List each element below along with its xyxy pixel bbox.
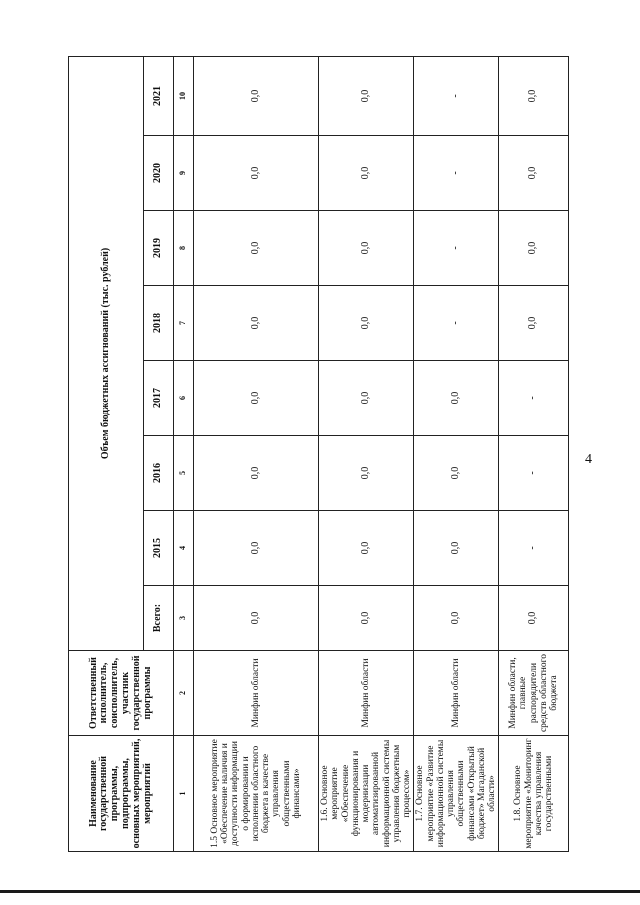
column-number: 1	[174, 736, 194, 852]
row-value: -	[499, 511, 569, 586]
header-executor: Ответственный исполнитель, соисполнитель, участник государственной программы	[69, 651, 174, 736]
row-name: 1.6. Основное мероприятие «Обеспечение функционирования и модернизации автоматизированной информационной системы управления бюджетным процессом»	[319, 736, 414, 852]
row-executor: Минфин области	[194, 651, 319, 736]
budget-allocation-table	[68, 56, 569, 852]
header-year: 2016	[144, 436, 174, 511]
row-executor: Минфин области	[414, 651, 499, 736]
column-number: 9	[174, 136, 194, 211]
header-volume: Объем бюджетных ассигнований (тыс. рублей)	[69, 56, 144, 650]
row-value: -	[499, 436, 569, 511]
table-row	[319, 56, 414, 851]
row-name: 1.5 Основное мероприятие «Обеспечение наличия и доступности информации о формировании и исполнении областного бюджета в качестве управления общественными финансами»	[194, 736, 319, 852]
row-value: 0,0	[194, 436, 319, 511]
row-value: 0,0	[319, 136, 414, 211]
header-year: 2019	[144, 211, 174, 286]
row-value: 0,0	[194, 361, 319, 436]
column-number: 10	[174, 56, 194, 135]
row-value: 0,0	[414, 511, 499, 586]
header-year: 2021	[144, 56, 174, 135]
column-number: 8	[174, 211, 194, 286]
page-number: 4	[585, 452, 592, 467]
row-value: -	[414, 56, 499, 135]
row-value: 0,0	[194, 286, 319, 361]
column-number: 6	[174, 361, 194, 436]
row-value: -	[414, 286, 499, 361]
row-value: 0,0	[319, 586, 414, 651]
row-executor: Минфин области, главные распорядители средств областного бюджета	[499, 651, 569, 736]
row-name: 1.7. Основное мероприятие «Развитие информационной системы управления общественными финансами «Открытый бюджет» Магаданской области»	[414, 736, 499, 852]
row-value: -	[499, 361, 569, 436]
row-value: 0,0	[194, 511, 319, 586]
column-number: 7	[174, 286, 194, 361]
row-value: 0,0	[414, 436, 499, 511]
column-number: 5	[174, 436, 194, 511]
row-value: -	[414, 211, 499, 286]
header-year: 2020	[144, 136, 174, 211]
header-year: 2018	[144, 286, 174, 361]
row-value: 0,0	[319, 56, 414, 135]
column-number: 3	[174, 586, 194, 651]
table-row	[194, 56, 319, 851]
header-year: 2017	[144, 361, 174, 436]
header-name: Наименование государственной программы, подпрограммы, основных мероприятий, мероприятий	[69, 736, 174, 852]
row-value: 0,0	[194, 56, 319, 135]
column-number: 4	[174, 511, 194, 586]
header-total: Всего:	[144, 586, 174, 651]
row-value: 0,0	[319, 211, 414, 286]
row-value: 0,0	[194, 136, 319, 211]
row-name: 1.8. Основное мероприятие «Мониторинг качества управления государственными	[499, 736, 569, 852]
row-value: 0,0	[319, 286, 414, 361]
row-value: 0,0	[194, 586, 319, 651]
row-value: 0,0	[319, 361, 414, 436]
row-value: 0,0	[194, 211, 319, 286]
rotated-table-container	[68, 57, 558, 852]
row-value: 0,0	[319, 511, 414, 586]
row-value: 0,0	[499, 136, 569, 211]
row-value: 0,0	[319, 436, 414, 511]
table-row	[414, 56, 499, 851]
row-value: -	[414, 136, 499, 211]
bottom-rule	[0, 890, 640, 893]
row-value: 0,0	[499, 586, 569, 651]
row-value: 0,0	[414, 361, 499, 436]
row-executor: Минфин области	[319, 651, 414, 736]
row-value: 0,0	[414, 586, 499, 651]
header-year: 2015	[144, 511, 174, 586]
row-value: 0,0	[499, 56, 569, 135]
column-number: 2	[174, 651, 194, 736]
row-value: 0,0	[499, 286, 569, 361]
row-value: 0,0	[499, 211, 569, 286]
table-row	[499, 56, 569, 851]
